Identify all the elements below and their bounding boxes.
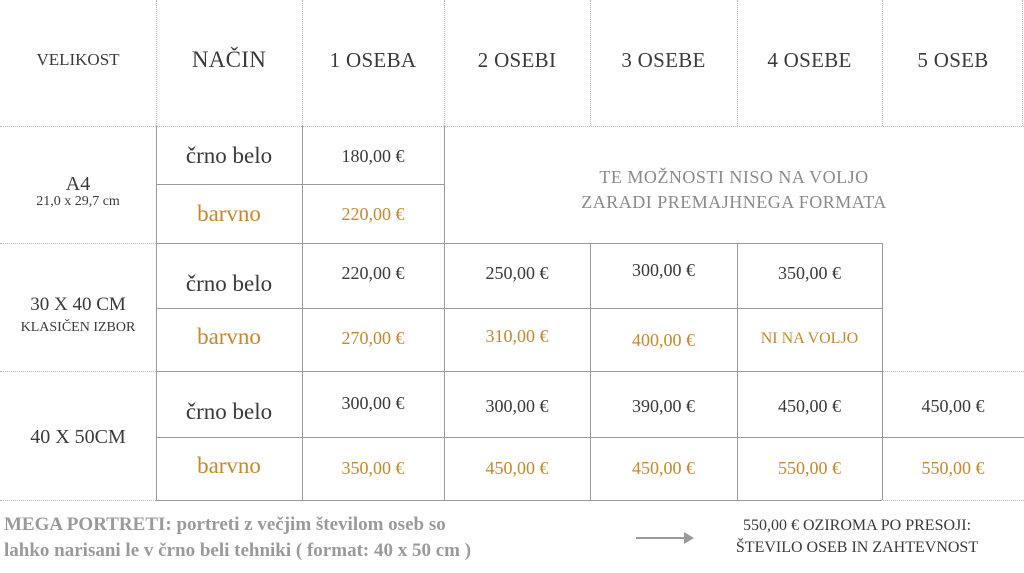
method-bw-30x40: črno belo (185, 271, 273, 296)
mega-price-line2: ŠTEVILO OSEB IN ZAHTEVNOST (735, 539, 979, 556)
price-40x50-bw-2: 300,00 € (485, 395, 549, 416)
price-40x50-color-2: 450,00 € (485, 457, 549, 478)
size-a4-dimensions: 21,0 x 29,7 cm (36, 194, 120, 209)
header-persons-5: 5 OSEB (917, 47, 989, 72)
price-a4-bw-1: 180,00 € (341, 145, 405, 166)
unavailable-note-line1: TE MOŽNOSTI NISO NA VOLJO (599, 166, 869, 187)
price-40x50-color-4: 550,00 € (778, 457, 841, 478)
size-40x50: 40 X 50CM (30, 425, 126, 448)
price-40x50-bw-1: 300,00 € (341, 392, 405, 413)
price-40x50-bw-4: 450,00 € (778, 395, 841, 416)
header-size: VELIKOST (36, 50, 120, 69)
method-color-40x50: barvno (197, 453, 261, 478)
size-30x40-sub: KLASIČEN IZBOR (20, 320, 136, 335)
header-method: NAČIN (191, 47, 267, 72)
price-40x50-bw-5: 450,00 € (921, 395, 985, 416)
method-color-30x40: barvno (197, 324, 261, 349)
mega-portraits-price (692, 515, 1022, 559)
price-30x40-bw-1: 220,00 € (341, 262, 405, 283)
price-a4-color-1: 220,00 € (341, 203, 405, 224)
price-30x40-bw-3: 300,00 € (632, 259, 695, 280)
header-persons-3: 3 OSEBE (621, 47, 706, 72)
price-30x40-color-3: 400,00 € (632, 329, 695, 350)
price-30x40-color-1: 270,00 € (341, 327, 405, 348)
header-persons-4: 4 OSEBE (767, 47, 852, 72)
price-40x50-bw-3: 390,00 € (632, 395, 695, 416)
header-persons-2: 2 OSEBI (477, 47, 557, 72)
price-40x50-color-1: 350,00 € (341, 457, 405, 478)
arrow-right-icon (634, 528, 696, 548)
size-30x40: 30 X 40 CM (30, 294, 126, 315)
price-30x40-bw-2: 250,00 € (485, 262, 549, 283)
mega-portraits-line1: MEGA PORTRETI: portreti z večjim številom oseb so (4, 514, 446, 535)
size-a4: A4 (65, 172, 91, 195)
method-bw-40x50: črno belo (185, 399, 273, 424)
mega-portraits-note (4, 512, 644, 564)
mega-portraits-line2: lahko narisani le v črno beli tehniki ( format: 40 x 50 cm ) (4, 540, 472, 561)
price-40x50-color-5: 550,00 € (921, 457, 985, 478)
price-30x40-color-2: 310,00 € (485, 325, 549, 346)
unavailable-note-line2: ZARADI PREMAJHNEGA FORMATA (581, 191, 887, 212)
method-color-a4: barvno (197, 201, 261, 226)
mega-price-line1: 550,00 € OZIROMA PO PRESOJI: (742, 517, 972, 534)
price-40x50-color-3: 450,00 € (632, 457, 695, 478)
header-persons-1: 1 OSEBA (329, 47, 417, 72)
method-bw-a4: črno belo (185, 143, 273, 168)
price-30x40-bw-4: 350,00 € (778, 262, 841, 283)
price-30x40-color-4-unavailable: NI NA VOLJO (760, 330, 859, 347)
